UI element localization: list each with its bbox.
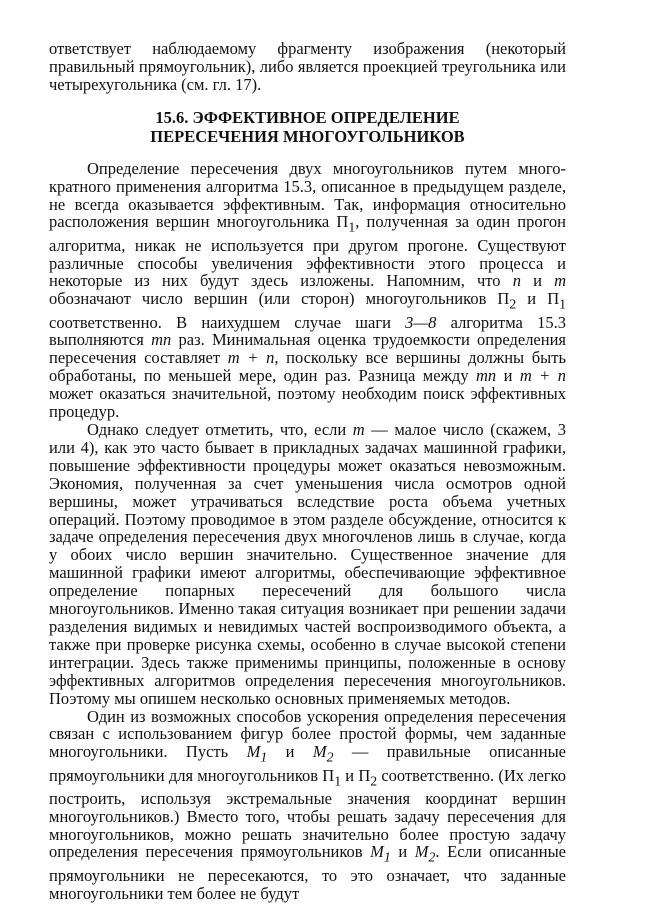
subscript: 1	[348, 219, 356, 235]
var-mn: mn	[151, 330, 172, 350]
section-title-line-1: 15.6. ЭФФЕКТИВНОЕ ОПРЕДЕЛЕНИЕ	[155, 107, 460, 127]
text-run: Однако следует отметить, что, если	[87, 420, 353, 439]
var-m-plus-n: m + n,	[227, 348, 279, 368]
text-run: соответственно. (Их легко построить, используя экстремальные значения координат вершин многоугольников.) Вместо того, чтобы решать задачу пересечения для многоугольников, можно решать значительно более простую задачу определения пересечения прямоугольников	[49, 765, 566, 862]
subscript: 1	[383, 849, 391, 865]
text-run: и П	[341, 765, 371, 785]
text-run: П	[336, 212, 349, 232]
var-m-plus-n: m + n	[519, 366, 566, 386]
subscript: 1	[334, 772, 342, 788]
text-run: поскольку все вершины должны быть обработаны, по меньшей мере, один раз. Разница между	[49, 348, 566, 386]
text-run: , полученная за один прогон алгоритма, никак не используется при другом прогоне. Существуют различные способы увеличения эффективности этого процесса и некоторые из них будут здесь изложены. Напомним, что	[49, 212, 567, 291]
paragraph-3	[49, 708, 566, 903]
text-run: — малое число (скажем, 3 или 4), как это часто бывает в прикладных задачах машинной графики, повышение эффективности процедуры может оказаться невозможным. Экономия, полученная за счет уменьшения числа осмотров одной вершины, может утрачиваться вследствие роста объема учетных операций. Поэтому проводимое в этом разделе обсуждение, относится к задаче определения пересечения двух многочленов лишь в случае, когда у обоих число вершин значительно. Существенное значение для машинной графики имеют алгоритмы, обеспечивающие эффективное определение попарных пересечений для большого числа многоугольников. Именно такая ситуация возникает при решении задачи разделения видимых и невидимых частей воспроизводимого объекта, а также при проверке рисунка схемы, особенно в случае высокой степени интеграции. Здесь также применимы принципы, положенные в основу эффективных алгоритмов определения пересечения многоугольников. Поэтому мы опишем несколько основных применяемых методов.	[49, 420, 566, 708]
text-run: и	[520, 271, 555, 291]
text-run: Определение пересечения двух многоугольников путем многократного применения алгоритма 15.3, описанное в предыдущем разделе, не всегда оказывается эффективным. Так, информация относительно расположения вершин многоугольника	[49, 158, 566, 232]
intro-paragraph: ответствует наблюдаемому фрагменту изображения (некоторый правильный прямоугольник), либо является проекцией треугольника или четырехугольника (см. гл. 17).	[49, 39, 566, 94]
var-m: m	[352, 420, 365, 439]
paragraph-2	[49, 421, 566, 708]
text-run: соответственно. В наихудшем случае шаги	[49, 312, 406, 332]
section-heading	[49, 108, 566, 146]
text-run: — правильные описанные прямоугольники для многоугольников П	[49, 742, 566, 785]
var-m: m	[554, 271, 566, 291]
section-title-line-2: ПЕРЕСЕЧЕНИЯ МНОГОУГОЛЬНИКОВ	[150, 126, 465, 146]
subscript: 2	[428, 849, 436, 865]
var-M1: M	[246, 742, 261, 762]
subscript: 1	[260, 749, 268, 765]
subscript: 1	[559, 296, 567, 312]
text-run: алгоритма 15.3 выполняются	[49, 312, 566, 350]
text-run: и	[496, 366, 520, 386]
var-M2: M	[414, 842, 429, 862]
text-run: . Если описанные прямоугольники не пересекаются, то это означает, что заданные многоугольники тем более не будут	[49, 842, 567, 903]
text-run: может оказаться значительной, поэтому необходим поиск эффективных процедур.	[49, 384, 566, 422]
var-M2: M	[312, 742, 327, 762]
text-run: обозначают число вершин (или сторон) многоугольников П	[49, 289, 510, 309]
text-run: и П	[516, 289, 560, 309]
paragraph-1	[49, 160, 566, 421]
var-M1: M	[370, 842, 384, 862]
subscript: 2	[509, 296, 517, 312]
text-run: и	[267, 742, 313, 762]
text-run: Один из возможных способов ускорения определения пересечения связан с использованием фигур более простой формы, чем заданные многоугольники. Пусть	[49, 706, 566, 762]
text-run: и	[390, 842, 415, 862]
var-mn: mn	[476, 366, 497, 386]
subscript: 2	[326, 749, 334, 765]
steps-range: 3—8	[405, 312, 437, 332]
subscript: 2	[370, 772, 378, 788]
var-n: n	[512, 271, 521, 291]
text-run: раз. Минимальная оценка трудоемкости определения пересечения составляет	[49, 330, 566, 368]
